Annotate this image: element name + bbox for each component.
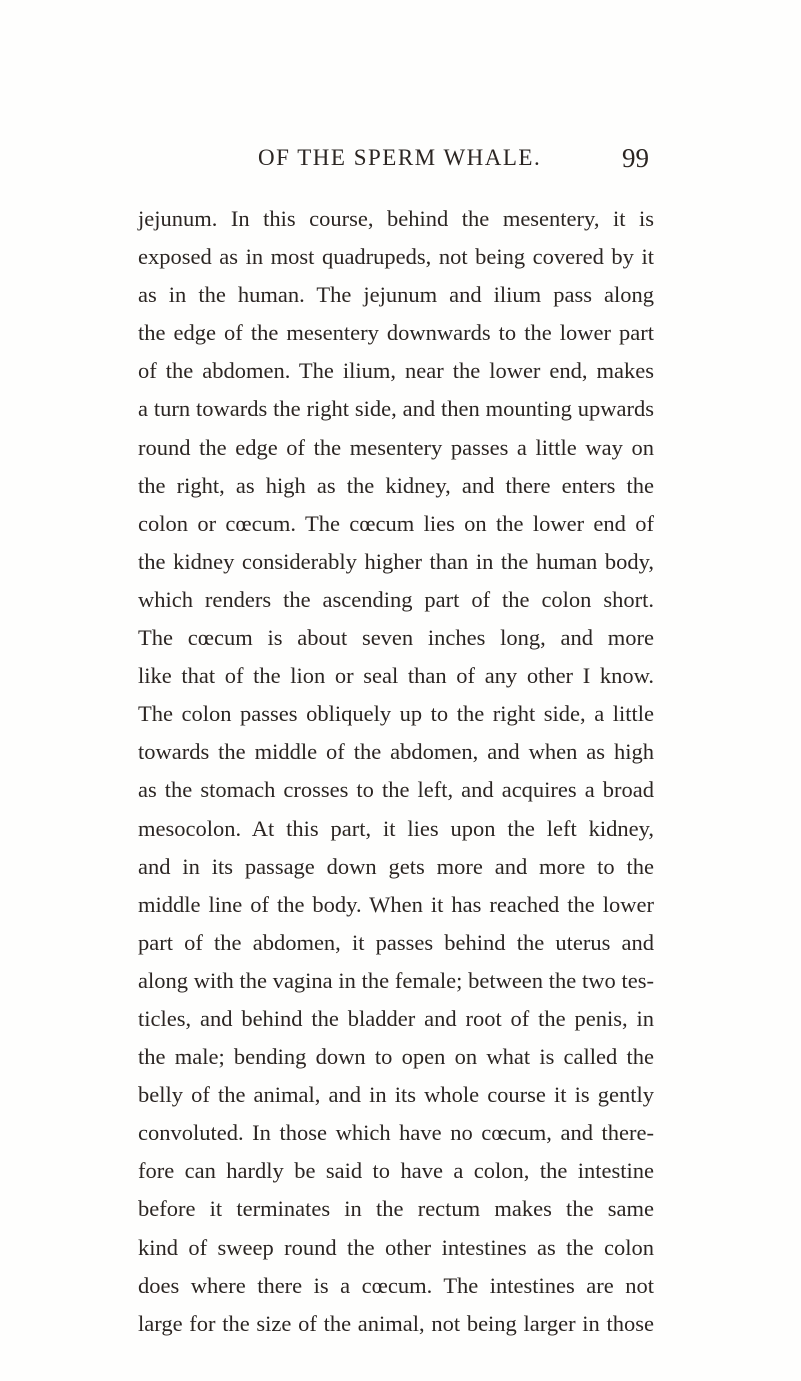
text-line: which renders the ascending part of the colon short. — [138, 586, 654, 612]
text-line: convoluted. In those which have no cœcum, and there- — [138, 1120, 654, 1146]
text-line: the male; bending down to open on what is called the — [138, 1044, 654, 1070]
text-line: towards the middle of the abdomen, and when as high — [138, 739, 654, 765]
text-line: round the edge of the mesentery passes a little way on — [138, 434, 654, 460]
text-line: the right, as high as the kidney, and there enters the — [138, 472, 654, 498]
text-line: The colon passes obliquely up to the right side, a little — [138, 701, 654, 727]
text-line: like that of the lion or seal than of any other I know. — [138, 663, 654, 689]
text-line: jejunum. In this course, behind the mesentery, it is — [138, 206, 654, 231]
text-line: does where there is a cœcum. The intestines are not — [138, 1272, 654, 1298]
text-line: as in the human. The jejunum and ilium pass along — [138, 282, 654, 308]
text-line: ticles, and behind the bladder and root of the penis, in — [138, 1005, 654, 1031]
text-line: fore can hardly be said to have a colon, the intestine — [138, 1158, 654, 1184]
text-line: the kidney considerably higher than in the human body, — [138, 548, 654, 574]
text-line: belly of the animal, and in its whole course it is gently — [138, 1082, 654, 1108]
text-line: middle line of the body. When it has reached the lower — [138, 891, 654, 917]
text-line: large for the size of the animal, not being larger in those — [138, 1310, 654, 1336]
text-line: and in its passage down gets more and more to the — [138, 853, 654, 879]
text-line: The cœcum is about seven inches long, and more — [138, 625, 654, 651]
running-title: OF THE SPERM WHALE. — [258, 145, 542, 170]
text-line: kind of sweep round the other intestines as the colon — [138, 1234, 654, 1260]
text-line: a turn towards the right side, and then mounting upwards — [138, 396, 654, 422]
body-text — [138, 200, 654, 1343]
running-head — [0, 140, 801, 176]
text-line: colon or cœcum. The cœcum lies on the lower end of — [138, 510, 654, 536]
text-line: before it terminates in the rectum makes the same — [138, 1196, 654, 1222]
text-line: along with the vagina in the female; between the two tes- — [138, 967, 654, 993]
text-line: of the abdomen. The ilium, near the lower end, makes — [138, 358, 654, 384]
text-line: mesocolon. At this part, it lies upon the left kidney, — [138, 815, 654, 841]
text-line: the edge of the mesentery downwards to the lower part — [138, 320, 654, 346]
text-line: part of the abdomen, it passes behind the uterus and — [138, 929, 654, 955]
page-number: 99 — [622, 143, 649, 173]
text-line: exposed as in most quadrupeds, not being covered by it — [138, 244, 654, 270]
text-line: as the stomach crosses to the left, and acquires a broad — [138, 777, 654, 803]
